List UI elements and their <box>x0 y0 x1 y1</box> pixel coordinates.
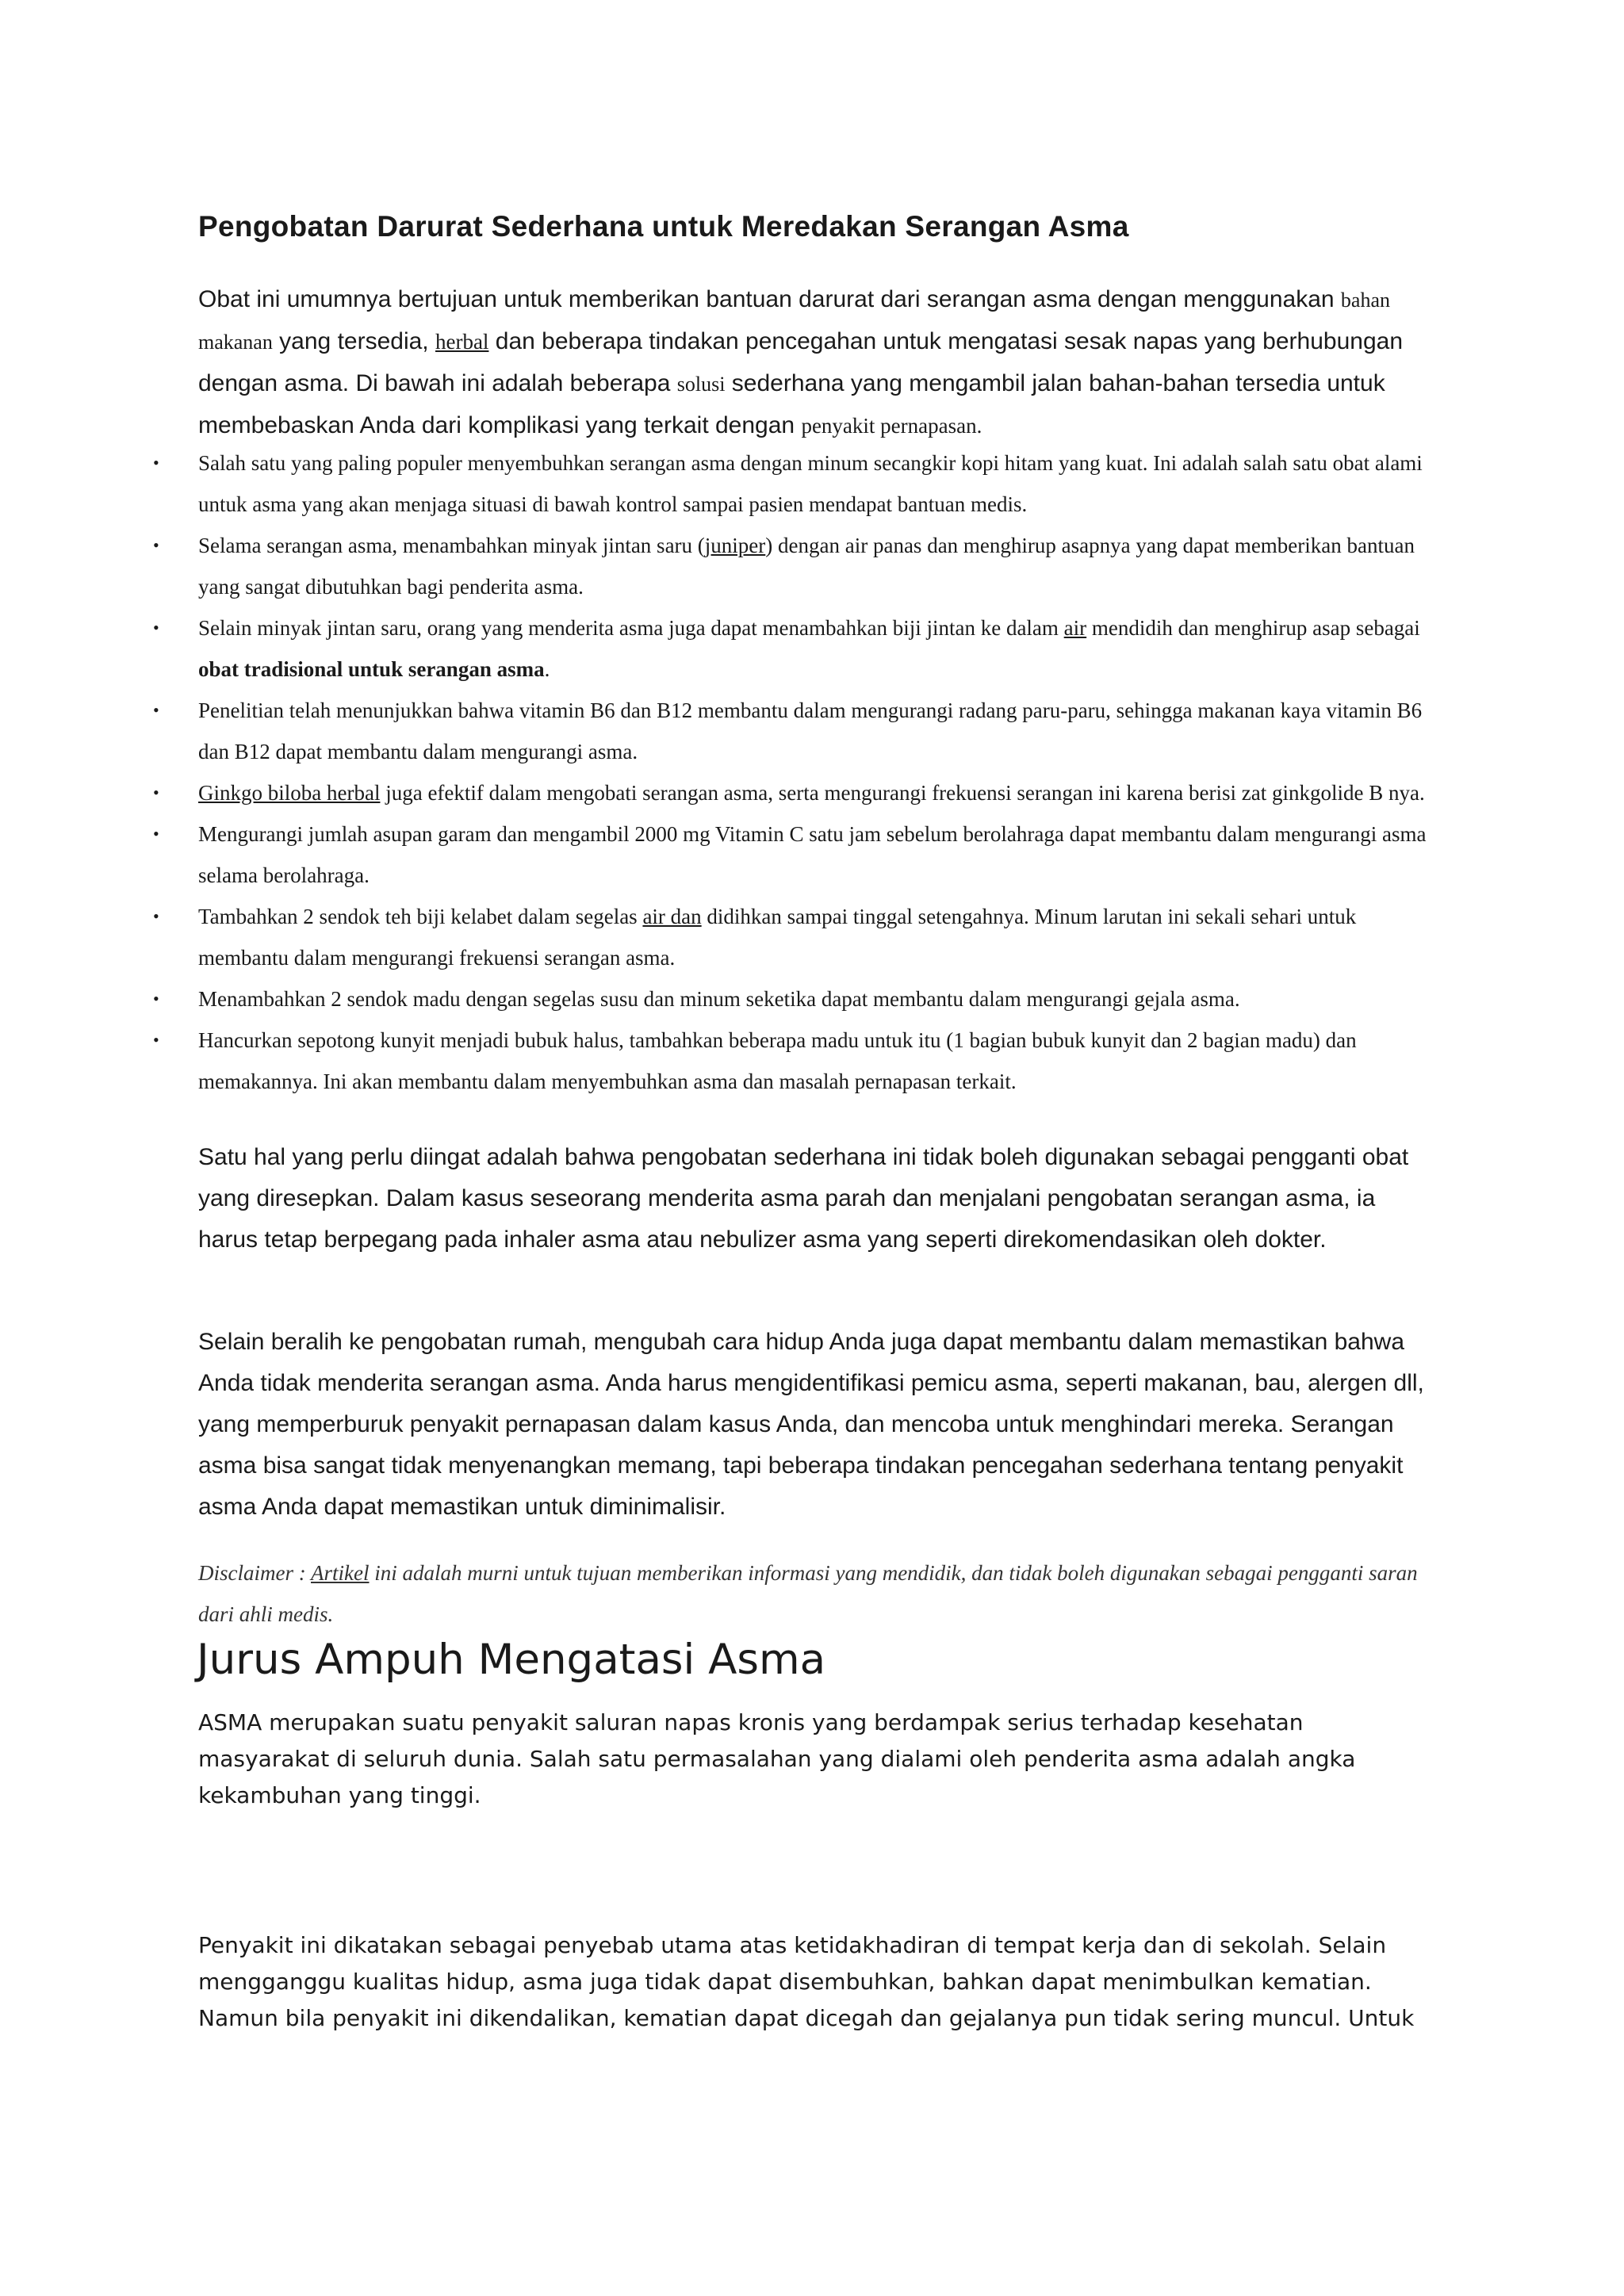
disclaimer-text: Disclaimer : <box>198 1561 311 1585</box>
bullet-icon: • <box>153 824 159 844</box>
intro-text-5: solusi <box>676 373 726 396</box>
disclaimer-text: ini adalah murni untuk tujuan memberikan informasi yang mendidik, dan tidak boleh digunakan sebagai pengganti saran dari ahli medis. <box>198 1561 1418 1626</box>
bullet-icon: • <box>153 906 159 926</box>
intro-text-3: yang tersedia, <box>272 328 435 354</box>
tip-text: didihkan sampai tinggal setengahnya. Minum larutan ini sekali sehari untuk membantu dalam mengurangi frekuensi serangan asma. <box>198 905 1357 970</box>
tip-text: Tambahkan 2 sendok teh biji kelabet dalam segelas <box>198 905 643 928</box>
intro-paragraph <box>198 279 1451 446</box>
link-artikel[interactable]: Artikel <box>311 1561 370 1585</box>
tip-text: Selain minyak jintan saru, orang yang menderita asma juga dapat menambahkan biji jintan ke dalam <box>198 616 1064 640</box>
note-paragraph-1: Satu hal yang perlu diingat adalah bahwa pengobatan sederhana ini tidak boleh digunakan sebagai pengganti obat yang diresepkan. Dalam kasus seseorang menderita asma parah dan menjalani pengobatan serangan asma, ia harus tetap berpegang pada inhaler asma atau nebulizer asma yang seperti direkomendasikan oleh dokter. <box>198 1144 1409 1253</box>
bullet-icon: • <box>153 453 159 473</box>
bullet-icon: • <box>153 1030 159 1050</box>
list-item <box>153 813 1435 896</box>
tip-text: Salah satu yang paling populer menyembuhkan serangan asma dengan minum secangkir kopi hitam yang kuat. Ini adalah salah satu obat alami untuk asma yang akan menjaga situasi di bawah kontrol sampai pasien mendapat bantuan medis. <box>198 451 1423 516</box>
tip-text: . <box>544 657 550 681</box>
list-item <box>153 772 1435 813</box>
section-paragraph-2: Penyakit ini dikatakan sebagai penyebab utama atas ketidakhadiran di tempat kerja dan di sekolah. Selain mengganggu kualitas hidup, asma juga tidak dapat disembuhkan, bahkan dapat menimbulkan kematian. Namun bila penyakit ini dikendalikan, kematian dapat dicegah dan gejalanya pun tidak sering muncul. Untuk <box>198 1932 1415 2031</box>
list-item <box>153 442 1435 525</box>
intro-text-2: bahan makanan <box>198 289 1391 354</box>
tips-list <box>153 442 1435 1102</box>
bullet-icon: • <box>153 700 159 720</box>
tip-text: Penelitian telah menunjukkan bahwa vitamin B6 dan B12 membantu dalam mengurangi radang paru-paru, sehingga makanan kaya vitamin B6 dan B12 dapat membantu dalam mengurangi asma. <box>198 698 1423 763</box>
intro-text-7: penyakit pernapasan. <box>801 414 982 438</box>
disclaimer <box>198 1552 1435 1635</box>
bullet-icon: • <box>153 783 159 802</box>
tip-text: ) dengan air panas dan menghirup asapnya yang dapat memberikan bantuan yang sangat dibutuhkan bagi penderita asma. <box>198 534 1415 599</box>
tip-bold-text: obat tradisional untuk serangan asma <box>198 657 545 681</box>
link-air-dan[interactable]: air dan <box>642 905 702 928</box>
section-heading: Jurus Ampuh Mengatasi Asma <box>197 1636 826 1684</box>
intro-text-6: sederhana yang mengambil jalan bahan-bahan tersedia untuk membebaskan Anda dari komplikasi yang terkait dengan <box>198 370 1385 438</box>
tip-text: Menambahkan 2 sendok madu dengan segelas susu dan minum seketika dapat membantu dalam mengurangi gejala asma. <box>198 987 1240 1011</box>
page-title: Pengobatan Darurat Sederhana untuk Meredakan Serangan Asma <box>198 210 1129 243</box>
link-juniper[interactable]: juniper <box>704 534 766 557</box>
bullet-icon: • <box>153 535 159 555</box>
list-item <box>153 607 1435 690</box>
tip-text: Selama serangan asma, menambahkan minyak jintan saru ( <box>198 534 705 557</box>
link-air[interactable]: air <box>1063 616 1087 640</box>
section-paragraph-1: ASMA merupakan suatu penyakit saluran napas kronis yang berdampak serius terhadap kesehatan masyarakat di seluruh dunia. Salah satu permasalahan yang dialami oleh penderita asma adalah angka kekambuhan yang tinggi. <box>198 1709 1356 1808</box>
note-paragraph-2: Selain beralih ke pengobatan rumah, mengubah cara hidup Anda juga dapat membantu dalam memastikan bahwa Anda tidak menderita serangan asma. Anda harus mengidentifikasi pemicu asma, seperti makanan, bau, alergen dll, yang memperburuk penyakit pernapasan dalam kasus Anda, dan mencoba untuk menghindari mereka. Serangan asma bisa sangat tidak menyenangkan memang, tapi beberapa tindakan pencegahan sederhana tentang penyakit asma Anda dapat memastikan untuk diminimalisir. <box>198 1329 1424 1520</box>
tip-text: mendidih dan menghirup asap sebagai <box>1086 616 1420 640</box>
list-item <box>153 525 1435 607</box>
intro-text-4: dan beberapa tindakan pencegahan untuk mengatasi sesak napas yang berhubungan dengan asma. Di bawah ini adalah beberapa <box>198 328 1404 396</box>
list-item <box>153 690 1435 772</box>
list-item <box>153 1020 1435 1102</box>
bullet-icon: • <box>153 618 159 637</box>
tip-text: Mengurangi jumlah asupan garam dan mengambil 2000 mg Vitamin C satu jam sebelum berolahraga dapat membantu dalam mengurangi asma selama berolahraga. <box>198 822 1427 887</box>
bullet-icon: • <box>153 989 159 1008</box>
tip-text: Hancurkan sepotong kunyit menjadi bubuk halus, tambahkan beberapa madu untuk itu (1 bagian bubuk kunyit dan 2 bagian madu) dan memakannya. Ini akan membantu dalam menyembuhkan asma dan masalah pernapasan terkait. <box>198 1028 1357 1093</box>
tip-text: juga efektif dalam mengobati serangan asma, serta mengurangi frekuensi serangan ini karena berisi zat ginkgolide B nya. <box>380 781 1425 805</box>
link-ginkgo-biloba[interactable]: Ginkgo biloba herbal <box>198 781 381 805</box>
list-item <box>153 896 1435 978</box>
link-herbal[interactable]: herbal <box>435 330 489 354</box>
intro-text-1: Obat ini umumnya bertujuan untuk memberikan bantuan darurat dari serangan asma dengan menggunakan <box>198 286 1341 312</box>
list-item <box>153 978 1435 1020</box>
